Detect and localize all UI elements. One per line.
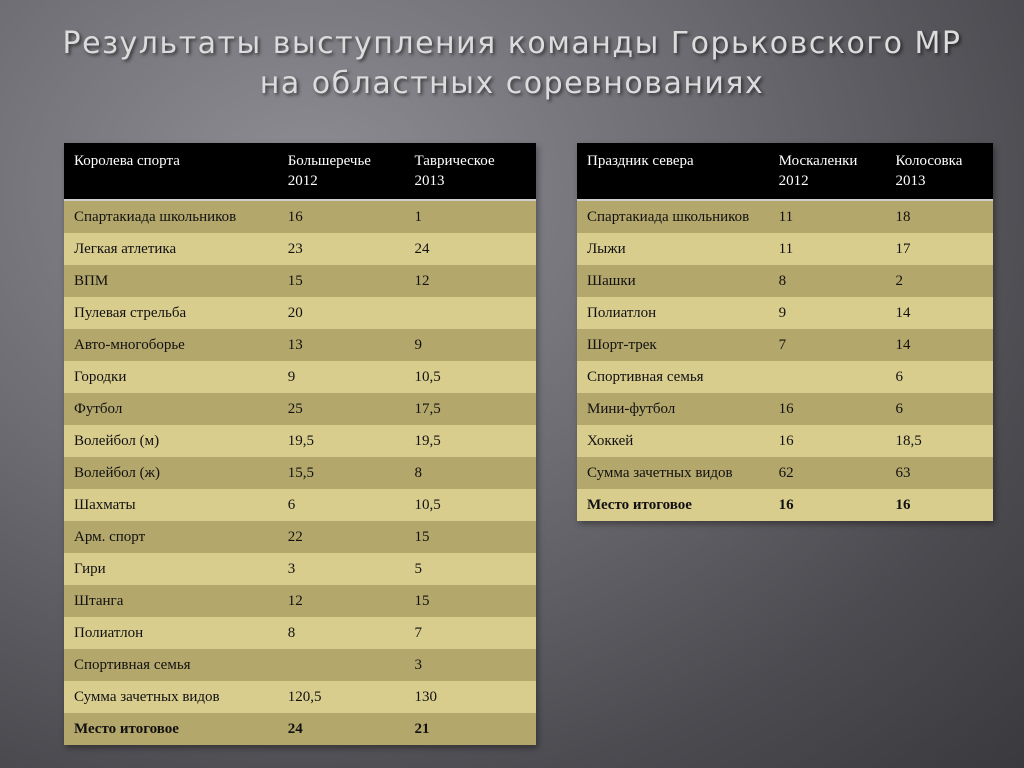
table-row: [64, 553, 536, 585]
cell-value: 14: [885, 329, 993, 361]
cell-value: 9: [769, 297, 886, 329]
cell-discipline: Шашки: [577, 265, 769, 297]
cell-value: 3: [278, 553, 405, 585]
cell-value: 6: [885, 393, 993, 425]
cell-value: 14: [885, 297, 993, 329]
cell-discipline: Лыжи: [577, 233, 769, 265]
cell-discipline: Арм. спорт: [64, 521, 278, 553]
cell-value: 2: [885, 265, 993, 297]
cell-discipline: ВПМ: [64, 265, 278, 297]
table-row: [64, 393, 536, 425]
cell-value: 13: [278, 329, 405, 361]
cell-discipline: Сумма зачетных видов: [64, 681, 278, 713]
header-moskalenki-2012: Москаленки 2012: [769, 143, 886, 200]
cell-final-value: 16: [885, 489, 993, 521]
table-row: [64, 585, 536, 617]
cell-final-value: 21: [404, 713, 536, 745]
table-row: [577, 457, 993, 489]
cell-value: 15: [278, 265, 405, 297]
cell-value: 16: [278, 200, 405, 233]
table-row: [64, 489, 536, 521]
slide-title-line-2: на областных соревнованиях: [259, 66, 765, 101]
cell-discipline: Пулевая стрельба: [64, 297, 278, 329]
header-event: Королева спорта: [64, 143, 278, 200]
header-kolosovka-2013: Колосовка 2013: [885, 143, 993, 200]
final-place-row: [577, 489, 993, 521]
cell-value: 120,5: [278, 681, 405, 713]
cell-discipline: Штанга: [64, 585, 278, 617]
cell-value: 18: [885, 200, 993, 233]
table-row: [577, 233, 993, 265]
cell-value: 9: [278, 361, 405, 393]
cell-value: 7: [769, 329, 886, 361]
table-row: [64, 681, 536, 713]
cell-value: 6: [278, 489, 405, 521]
table-row: [64, 361, 536, 393]
table-row: [64, 649, 536, 681]
cell-value: 7: [404, 617, 536, 649]
cell-value: [278, 649, 405, 681]
table-header-row: [64, 143, 536, 200]
cell-discipline: Спартакиада школьников: [577, 200, 769, 233]
cell-value: 10,5: [404, 489, 536, 521]
cell-value: 19,5: [404, 425, 536, 457]
table-row: [577, 393, 993, 425]
cell-discipline: Спортивная семья: [577, 361, 769, 393]
table-row: [64, 425, 536, 457]
header-tavricheskoe-2013: Таврическое 2013: [404, 143, 536, 200]
cell-value: 1: [404, 200, 536, 233]
table-prazdnik-severa: [577, 143, 993, 521]
header-event: Праздник севера: [577, 143, 769, 200]
cell-discipline: Авто-многоборье: [64, 329, 278, 361]
cell-value: 8: [278, 617, 405, 649]
cell-value: 20: [278, 297, 405, 329]
cell-value: 15: [404, 521, 536, 553]
cell-discipline: Гири: [64, 553, 278, 585]
cell-value: 15: [404, 585, 536, 617]
cell-value: 12: [404, 265, 536, 297]
cell-discipline: Городки: [64, 361, 278, 393]
table-row: [577, 297, 993, 329]
header-bolsherechye-2012: Большеречье 2012: [278, 143, 405, 200]
cell-value: [769, 361, 886, 393]
cell-value: 17,5: [404, 393, 536, 425]
cell-value: 24: [404, 233, 536, 265]
table-row: [64, 521, 536, 553]
cell-discipline: Спартакиада школьников: [64, 200, 278, 233]
table-row: [64, 329, 536, 361]
cell-value: 3: [404, 649, 536, 681]
cell-value: 16: [769, 425, 886, 457]
cell-discipline: Мини-футбол: [577, 393, 769, 425]
cell-discipline: Волейбол (ж): [64, 457, 278, 489]
table-row: [64, 457, 536, 489]
cell-discipline: Полиатлон: [64, 617, 278, 649]
table-row: [64, 200, 536, 233]
cell-value: 23: [278, 233, 405, 265]
cell-discipline: Шахматы: [64, 489, 278, 521]
table-korolева-sporta: [64, 143, 536, 745]
slide-title-line-1: Результаты выступления команды Горьковского МР: [62, 26, 962, 61]
table-header-row: [577, 143, 993, 200]
cell-discipline: Легкая атлетика: [64, 233, 278, 265]
cell-value: 19,5: [278, 425, 405, 457]
cell-value: 130: [404, 681, 536, 713]
cell-final-label: Место итоговое: [577, 489, 769, 521]
table-row: [577, 329, 993, 361]
cell-discipline: Сумма зачетных видов: [577, 457, 769, 489]
cell-value: 8: [769, 265, 886, 297]
cell-value: 11: [769, 200, 886, 233]
table-row: [577, 425, 993, 457]
cell-discipline: Футбол: [64, 393, 278, 425]
slide-title: [0, 24, 1024, 104]
cell-value: 17: [885, 233, 993, 265]
cell-discipline: Волейбол (м): [64, 425, 278, 457]
cell-value: 10,5: [404, 361, 536, 393]
table-row: [577, 361, 993, 393]
cell-discipline: Хоккей: [577, 425, 769, 457]
cell-value: 16: [769, 393, 886, 425]
cell-value: 8: [404, 457, 536, 489]
cell-value: 22: [278, 521, 405, 553]
table-row: [64, 265, 536, 297]
cell-value: [404, 297, 536, 329]
cell-value: 25: [278, 393, 405, 425]
cell-value: 12: [278, 585, 405, 617]
cell-value: 15,5: [278, 457, 405, 489]
table-row: [577, 265, 993, 297]
cell-value: 6: [885, 361, 993, 393]
cell-value: 9: [404, 329, 536, 361]
cell-value: 18,5: [885, 425, 993, 457]
cell-value: 63: [885, 457, 993, 489]
final-place-row: [64, 713, 536, 745]
cell-final-value: 24: [278, 713, 405, 745]
cell-final-label: Место итоговое: [64, 713, 278, 745]
table-row: [64, 233, 536, 265]
table-row: [64, 617, 536, 649]
cell-discipline: Полиатлон: [577, 297, 769, 329]
cell-discipline: Шорт-трек: [577, 329, 769, 361]
table-row: [577, 200, 993, 233]
table-row: [64, 297, 536, 329]
cell-value: 11: [769, 233, 886, 265]
cell-final-value: 16: [769, 489, 886, 521]
cell-value: 62: [769, 457, 886, 489]
cell-discipline: Спортивная семья: [64, 649, 278, 681]
cell-value: 5: [404, 553, 536, 585]
